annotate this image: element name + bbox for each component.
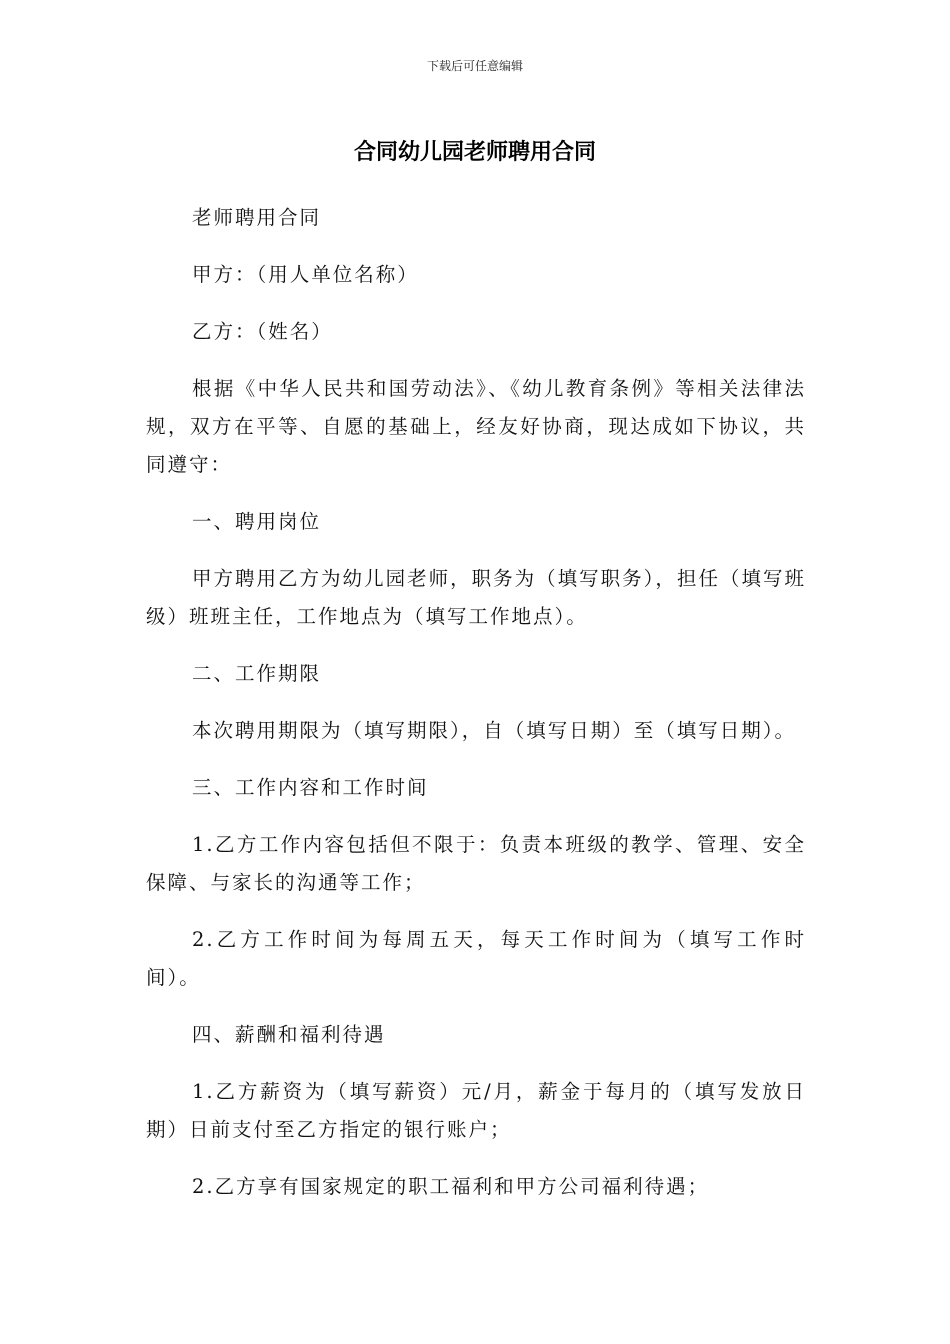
section-heading-position: 一、聘用岗位 — [192, 510, 322, 533]
paragraph-pay-2: 2.乙方享有国家规定的职工福利和甲方公司福利待遇； — [192, 1175, 710, 1198]
paragraph-preamble: 根据《中华人民共和国劳动法》、《幼儿教育条例》等相关法律法规，双方在平等、自愿的基础上，经友好协商，现达成如下协议，共同遵守： — [146, 377, 806, 476]
section-heading-duties: 三、工作内容和工作时间 — [192, 776, 429, 799]
paragraph-duties-1: 1.乙方工作内容包括但不限于：负责本班级的教学、管理、安全保障、与家长的沟通等工作； — [146, 833, 806, 894]
paragraph-position: 甲方聘用乙方为幼儿园老师，职务为（填写职务），担任（填写班级）班班主任，工作地点为（填写工作地点）。 — [146, 567, 806, 628]
paragraph-party-b: 乙方：（姓名） — [192, 320, 333, 343]
paragraph-party-a: 甲方：（用人单位名称） — [192, 263, 419, 286]
section-heading-pay: 四、薪酬和福利待遇 — [192, 1023, 386, 1046]
paragraph-duties-2: 2.乙方工作时间为每周五天，每天工作时间为（填写工作时间）。 — [146, 928, 806, 989]
paragraph-term: 本次聘用期限为（填写期限），自（填写日期）至（填写日期）。 — [192, 719, 797, 742]
paragraph-pay-1: 1.乙方薪资为（填写薪资）元/月，薪金于每月的（填写发放日期）日前支付至乙方指定的银行账户； — [146, 1080, 806, 1141]
document-title: 合同幼儿园老师聘用合同 — [353, 140, 596, 165]
section-heading-term: 二、工作期限 — [192, 662, 322, 685]
header-note: 下载后可任意编辑 — [426, 59, 523, 73]
document-body — [146, 199, 806, 1225]
paragraph-contract-name: 老师聘用合同 — [192, 206, 322, 229]
